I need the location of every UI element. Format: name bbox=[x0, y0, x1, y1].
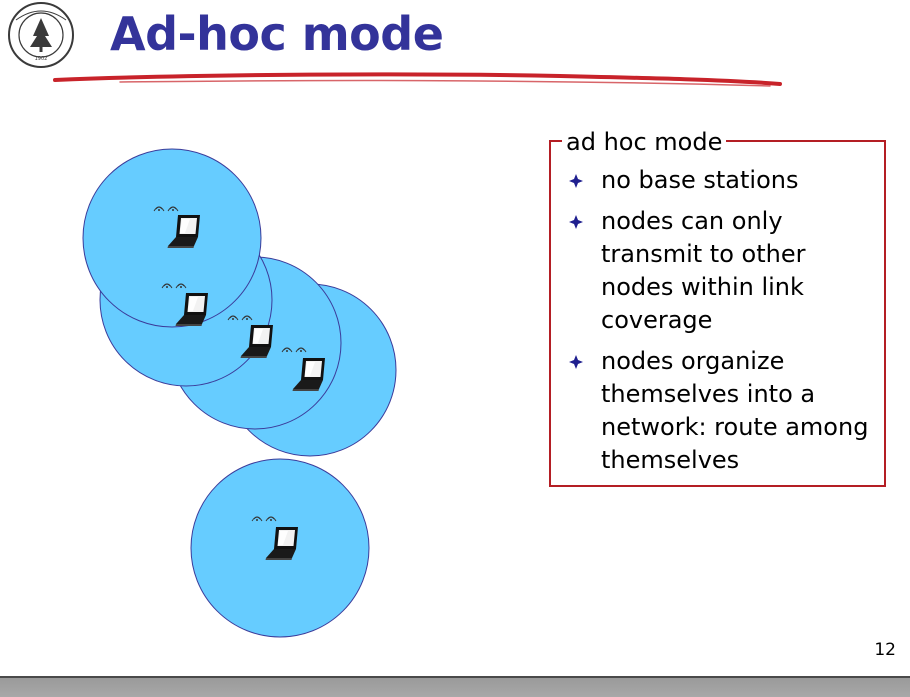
bullet-list bbox=[569, 164, 869, 485]
bullet-text: nodes can only transmit to other nodes within link coverage bbox=[601, 207, 806, 334]
callout-heading: ad hoc mode bbox=[562, 126, 726, 158]
bullet-item bbox=[569, 205, 869, 337]
diamond-bullet-icon bbox=[569, 174, 583, 188]
bottom-bar bbox=[0, 676, 910, 697]
logo-year: 1902 bbox=[34, 56, 48, 62]
diamond-bullet-icon bbox=[569, 355, 583, 369]
bullet-item bbox=[569, 164, 869, 197]
adhoc-mode-callout bbox=[549, 128, 886, 487]
page-title: Ad-hoc mode bbox=[110, 7, 444, 61]
coverage-area-1 bbox=[83, 149, 261, 327]
bullet-item bbox=[569, 345, 869, 477]
page-number: 12 bbox=[874, 640, 896, 660]
diamond-bullet-icon bbox=[569, 215, 583, 229]
bullet-text: no base stations bbox=[601, 166, 799, 194]
bullet-text: nodes organize themselves into a network: route among themselves bbox=[601, 347, 869, 474]
